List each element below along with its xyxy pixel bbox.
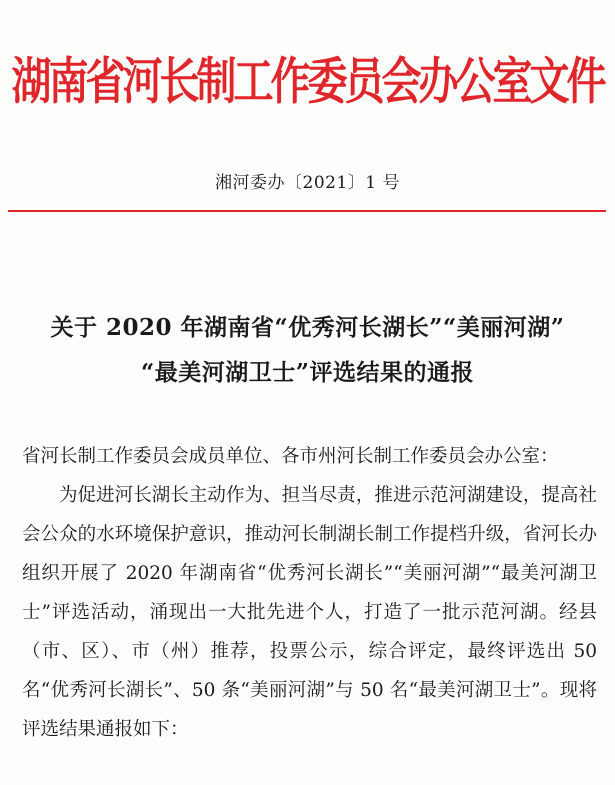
issuer-header: 湖南省河长制工作委员会办公室文件 bbox=[11, 53, 604, 111]
body-paragraph: 为促进河长湖长主动作为、担当尽责，推进示范河湖建设，提高社会公众的水环境保护意识，推动河长制湖长制工作提档升级，省河长办组织开展了 2020 年湖南省“优秀河长湖长”“美丽河湖”“最美河湖卫士”评选活动，涌现出一大批先进个人，打造了一批示范河湖。经县（市、区）、市（州）推荐，投票公示，综合评定，最终评选出 50 名“优秀河长湖长”、50 条“美丽河湖”与 50 名“最美河湖卫士”。现将评选结果通报如下： bbox=[22, 485, 597, 740]
red-divider bbox=[8, 210, 606, 212]
salutation: 省河长制工作委员会成员单位、各市州河长制工作委员会办公室： bbox=[22, 446, 559, 467]
document-number: 湘河委办〔2021〕1 号 bbox=[215, 173, 400, 193]
document-title-line-1: 关于 2020 年湖南省“优秀河长湖长”“美丽河湖” bbox=[50, 314, 565, 341]
document-title-line-2: “最美河湖卫士”评选结果的通报 bbox=[141, 359, 474, 386]
